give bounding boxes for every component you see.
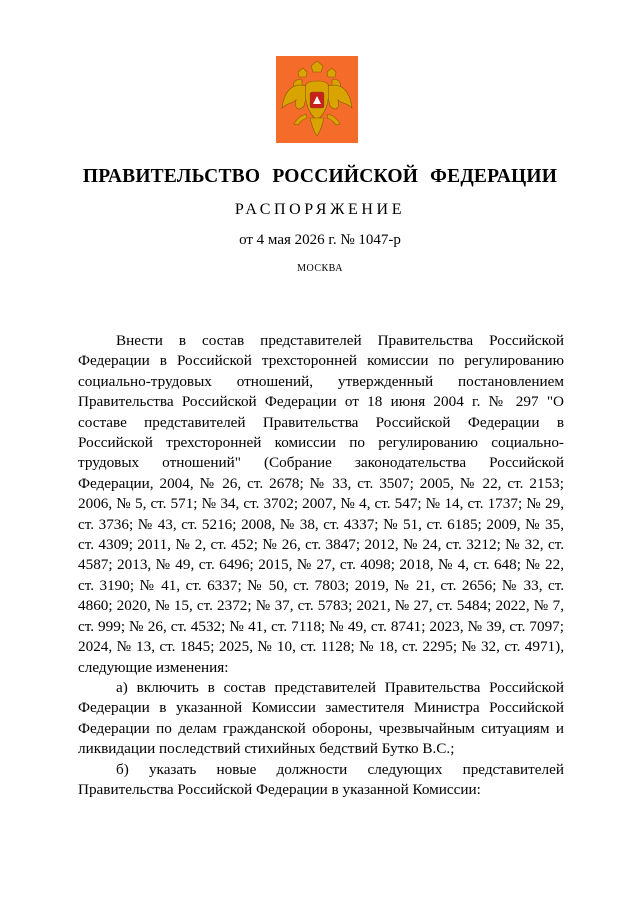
state-emblem (276, 56, 358, 143)
paragraph-main: Внести в состав представителей Правительства Российской Федерации в Российской трехсторонней комиссии по регулированию социально-трудовых отношений, утвержденный постановлением Правительства Российской Федерации от 18 июня 2004 г. № 297 "О составе представителей Правительства Российской Федерации в Российской трехсторонней комиссии по регулированию социально-трудовых отношений" (Собрание законодательства Российской Федерации, 2004, № 26, ст. 2678; № 33, ст. 3507; 2005, № 22, ст. 2153; 2006, № 5, ст. 571; № 34, ст. 3702; 2007, № 4, ст. 547; № 14, ст. 1737; № 29, ст. 3736; № 43, ст. 5216; 2008, № 38, ст. 4337; № 51, ст. 6185; 2009, № 35, ст. 4309; 2011, № 2, ст. 452; № 26, ст. 3847; 2012, № 24, ст. 3212; № 32, ст. 4587; 2013, № 49, ст. 6496; 2015, № 27, ст. 4098; 2018, № 4, ст. 648; № 22, ст. 3190; № 41, ст. 6337; № 50, ст. 7803; 2019, № 21, ст. 2656; № 33, ст. 4860; 2020, № 15, ст. 2372; № 37, ст. 5783; 2021, № 27, ст. 5484; 2022, № 7, ст. 999; № 26, ст. 4532; № 41, ст. 7118; № 49, ст. 8741; 2023, № 39, ст. 7097; 2024, № 13, ст. 1845; 2025, № 10, ст. 1128; № 18, ст. 2295; № 32, ст. 4971), следующие изменения: (78, 332, 564, 676)
issue-city: МОСКВА (297, 263, 343, 274)
paragraph-item-a: а) включить в состав представителей Правительства Российской Федерации в указанной Комиссии заместителя Министра Российской Федерации по делам гражданской обороны, чрезвычайным ситуациям и ликвидации последствий стихийных бедствий Бутко В.С.; (78, 678, 564, 758)
document-date-number: от 4 мая 2026 г. № 1047-р (239, 232, 401, 248)
organization-title: ПРАВИТЕЛЬСТВО РОССИЙСКОЙ ФЕДЕРАЦИИ (82, 166, 558, 187)
document-type: РАСПОРЯЖЕНИЕ (234, 201, 406, 218)
document-body (78, 331, 564, 800)
russian-coat-of-arms-icon (276, 56, 358, 143)
paragraph-item-b: б) указать новые должности следующих представителей Правительства Российской Федерации в указанной Комиссии: (78, 760, 564, 798)
